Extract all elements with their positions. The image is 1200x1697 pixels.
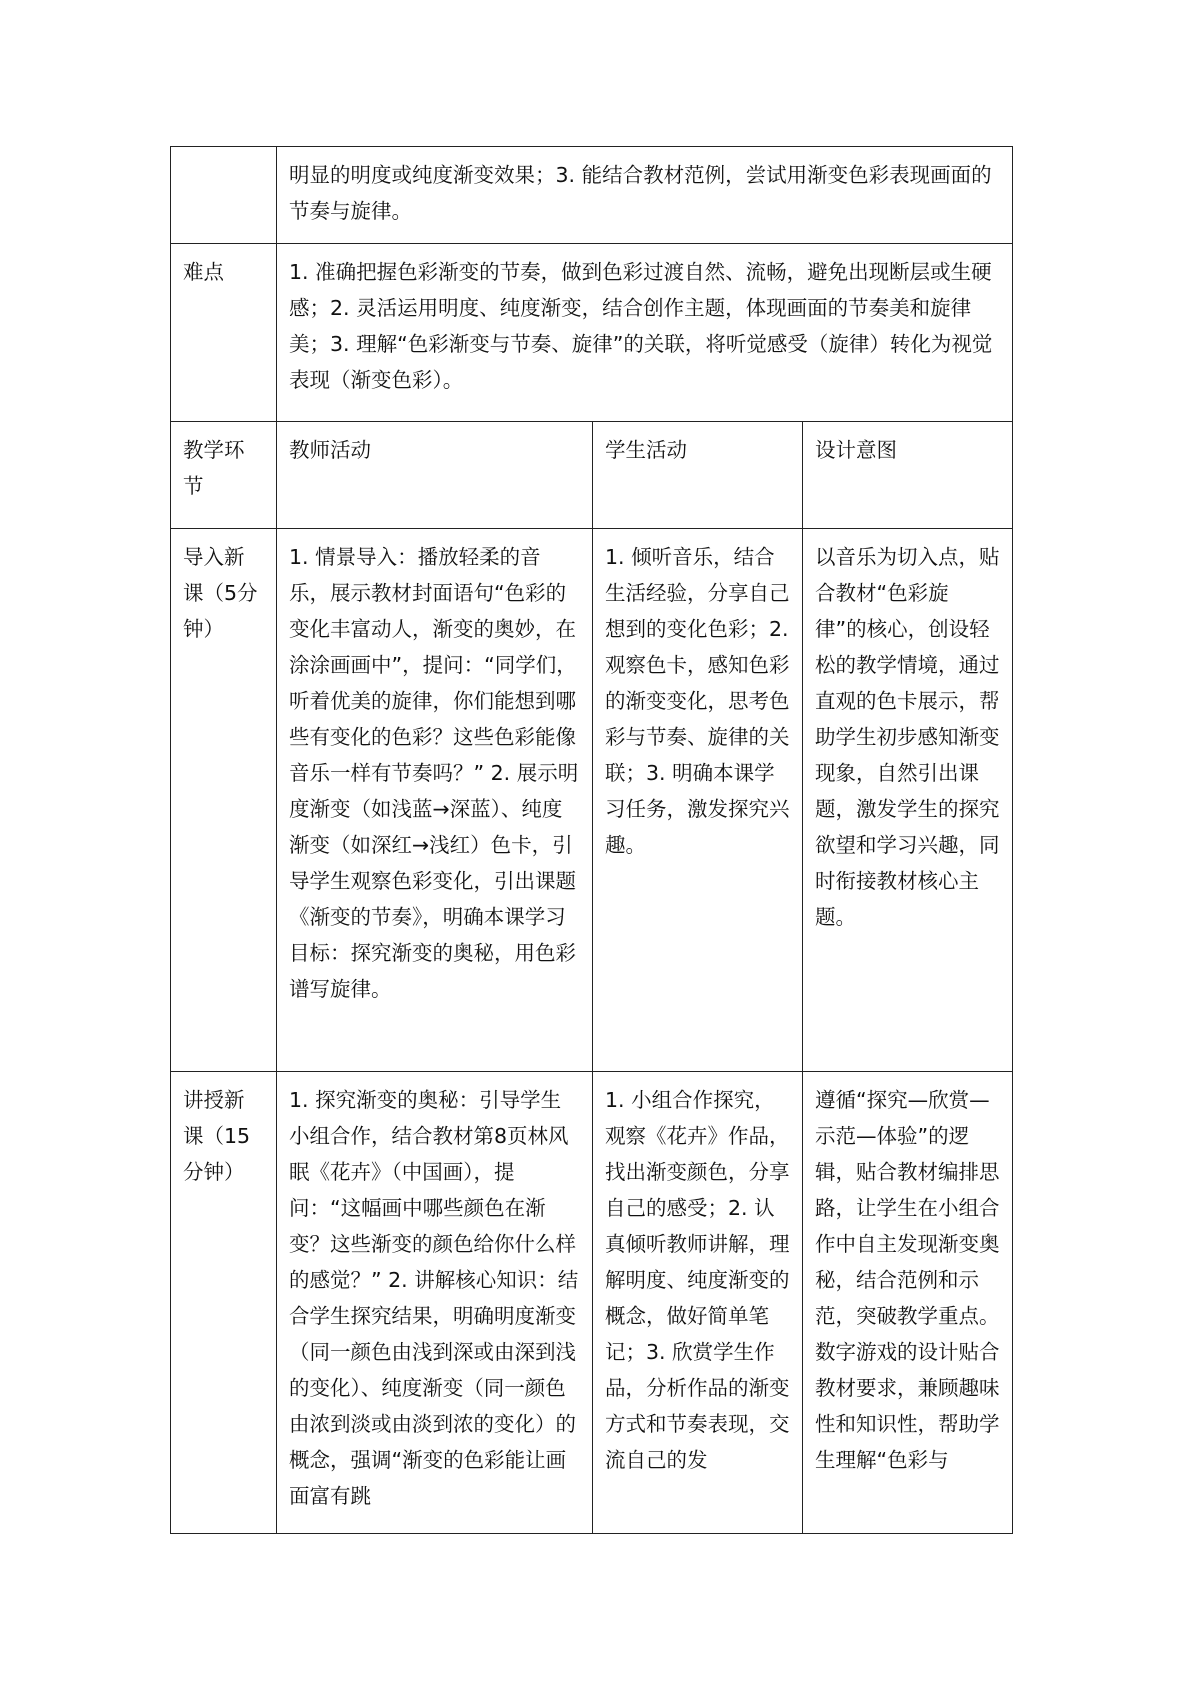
- header-stage: 教学环节: [171, 422, 277, 529]
- table-row: [171, 529, 1013, 1072]
- lesson-plan-table: [170, 146, 1013, 1534]
- activity-header-row: [171, 422, 1013, 529]
- stage-cell: 导入新课（5分钟）: [171, 529, 277, 1072]
- student-activity-cell: 1. 倾听音乐，结合生活经验，分享自己想到的变化色彩；2. 观察色卡，感知色彩的渐变变化，思考色彩与节奏、旋律的关联；3. 明确本课学习任务，激发探究兴趣。: [593, 529, 803, 1072]
- difficulty-label: 难点: [171, 244, 277, 422]
- design-intent-cell: 以音乐为切入点，贴合教材“色彩旋律”的核心，创设轻松的教学情境，通过直观的色卡展示，帮助学生初步感知渐变现象，自然引出课题，激发学生的探究欲望和学习兴趣，同时衔接教材核心主题。: [803, 529, 1013, 1072]
- student-activity-cell: 1. 小组合作探究，观察《花卉》作品，找出渐变颜色，分享自己的感受；2. 认真倾听教师讲解，理解明度、纯度渐变的概念，做好简单笔记；3. 欣赏学生作品，分析作品的渐变方式和节奏表现，交流自己的发: [593, 1072, 803, 1534]
- header-design-intent: 设计意图: [803, 422, 1013, 529]
- table-row: [171, 1072, 1013, 1534]
- difficulty-row: [171, 244, 1013, 422]
- teacher-activity-cell: 1. 探究渐变的奥秘：引导学生小组合作，结合教材第8页林风眠《花卉》（中国画），提问：“这幅画中哪些颜色在渐变？这些渐变的颜色给你什么样的感觉？” 2. 讲解核心知识：结合学生探究结果，明确明度渐变（同一颜色由浅到深或由深到浅的变化）、纯度渐变（同一颜色由浓到淡或由淡到浓的变化）的概念，强调“渐变的色彩能让画面富有跳: [277, 1072, 593, 1534]
- difficulty-text: 1. 准确把握色彩渐变的节奏，做到色彩过渡自然、流畅，避免出现断层或生硬感；2. 灵活运用明度、纯度渐变，结合创作主题，体现画面的节奏美和旋律美；3. 理解“色彩渐变与节奏、旋律”的关联，将听觉感受（旋律）转化为视觉表现（渐变色彩）。: [277, 244, 1013, 422]
- stage-cell: 讲授新课（15分钟）: [171, 1072, 277, 1534]
- header-teacher-activity: 教师活动: [277, 422, 593, 529]
- teacher-activity-cell: 1. 情景导入：播放轻柔的音乐，展示教材封面语句“色彩的变化丰富动人，渐变的奥妙，在涂涂画画中”，提问：“同学们，听着优美的旋律，你们能想到哪些有变化的色彩？这些色彩能像音乐一样有节奏吗？” 2. 展示明度渐变（如浅蓝→深蓝）、纯度渐变（如深红→浅红）色卡，引导学生观察色彩变化，引出课题《渐变的节奏》，明确本课学习目标：探究渐变的奥秘，用色彩谱写旋律。: [277, 529, 593, 1072]
- objectives-label-cell: [171, 147, 277, 244]
- objectives-continued-row: [171, 147, 1013, 244]
- objectives-continued-text: 明显的明度或纯度渐变效果；3. 能结合教材范例，尝试用渐变色彩表现画面的节奏与旋律。: [277, 147, 1013, 244]
- design-intent-cell: 遵循“探究—欣赏—示范—体验”的逻辑，贴合教材编排思路，让学生在小组合作中自主发现渐变奥秘，结合范例和示范，突破教学重点。数字游戏的设计贴合教材要求，兼顾趣味性和知识性，帮助学生理解“色彩与: [803, 1072, 1013, 1534]
- header-student-activity: 学生活动: [593, 422, 803, 529]
